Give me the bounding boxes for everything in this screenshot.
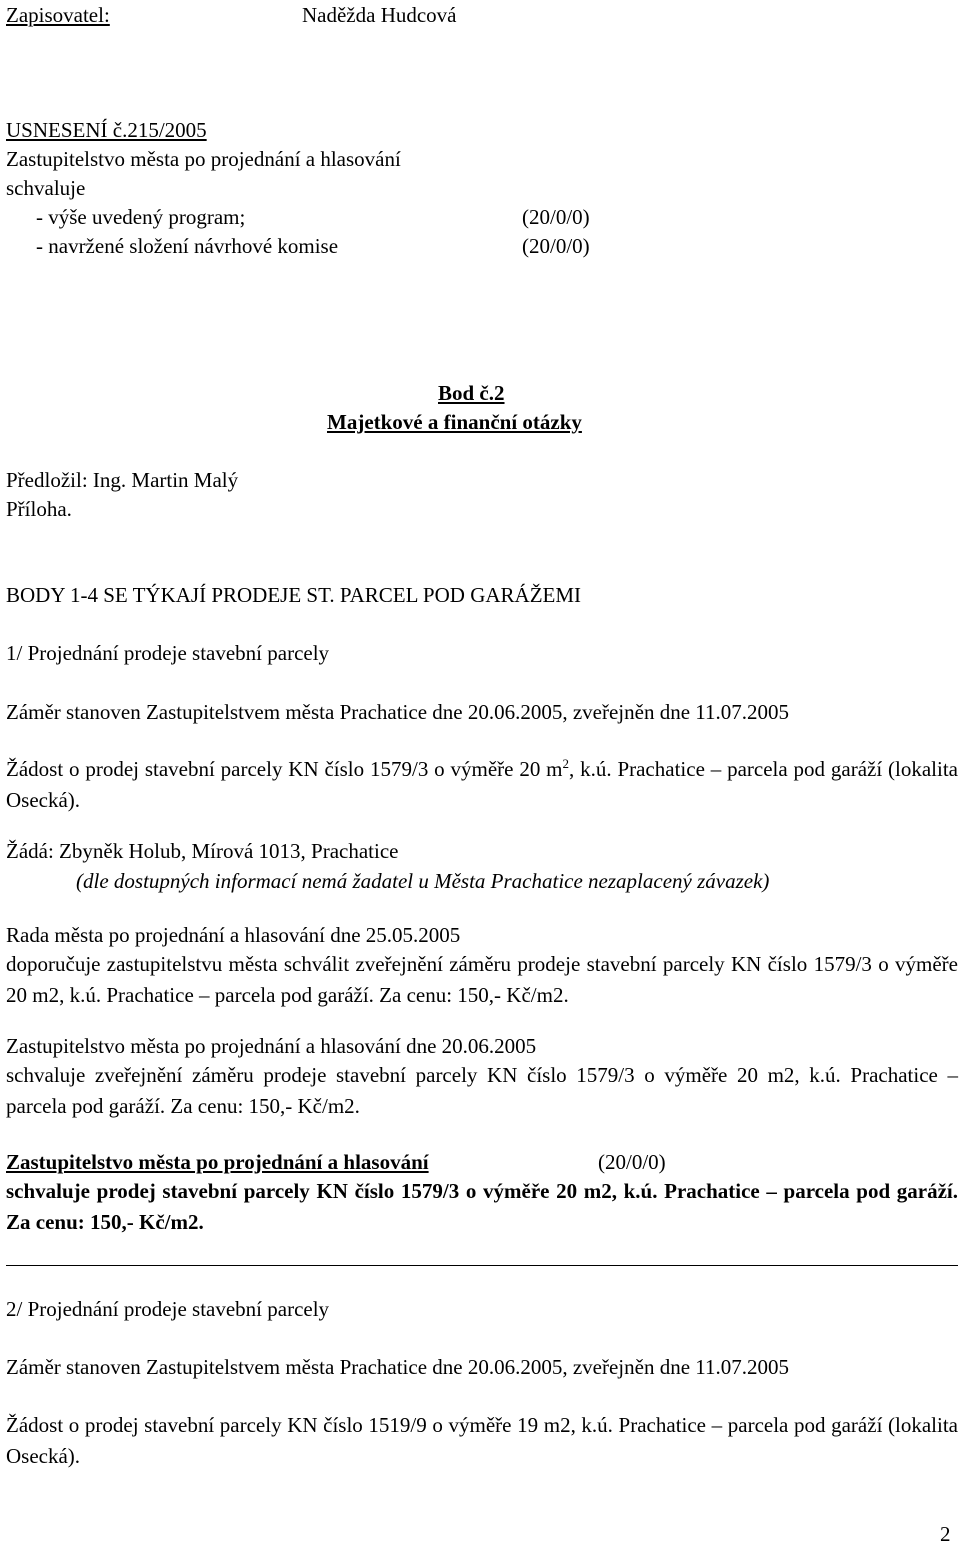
presented-by: Předložil: Ing. Martin Malý <box>6 468 239 492</box>
section-number: Bod č.2 <box>438 381 505 405</box>
section-title: Majetkové a finanční otázky <box>327 410 582 434</box>
point2-heading: 2/ Projednání prodeje stavební parcely <box>6 1297 330 1321</box>
point1-intent: Záměr stanoven Zastupitelstvem města Prachatice dne 20.06.2005, zveřejněn dne 11.07.2005 <box>6 700 789 724</box>
point1-request-text-a: Žádost o prodej stavební parcely KN číslo 1579/3 o výměře 20 m <box>6 757 563 781</box>
recorder-label: Zapisovatel: <box>6 3 110 27</box>
section-divider <box>6 1265 958 1266</box>
resolution-verb: schvaluje <box>6 176 86 200</box>
point1-decision-text: schvaluje prodej stavební parcely KN číslo 1579/3 o výměře 20 m2, k.ú. Prachatice – parcela pod garáží. Za cenu: 150,- Kč/m2. <box>6 1179 958 1234</box>
point1-assembly-text: schvaluje zveřejnění záměru prodeje stavební parcely KN číslo 1579/3 o výměře 20 m2, k.ú. Prachatice – parcela pod garáží. Za cenu: 150,- Kč/m2. <box>6 1063 958 1118</box>
point1-request <box>6 754 958 816</box>
point1-heading: 1/ Projednání prodeje stavební parcely <box>6 641 330 665</box>
point1-applicant-note: (dle dostupných informací nemá žadatel u Města Prachatice nezaplacený závazek) <box>76 869 770 893</box>
resolution-item-program-vote: (20/0/0) <box>522 205 590 229</box>
point1-council-heading: Rada města po projednání a hlasování dne 25.05.2005 <box>6 923 461 947</box>
point1-request-superscript: 2 <box>562 756 569 771</box>
point1-decision-vote: (20/0/0) <box>598 1150 666 1174</box>
point1-council-text: doporučuje zastupitelstvu města schválit zveřejnění záměru prodeje stavební parcely KN číslo 1579/3 o výměře 20 m2, k.ú. Prachatice – parcela pod garáží. Za cenu: 150,- Kč/m2. <box>6 952 958 1007</box>
resolution-item-commission-vote: (20/0/0) <box>522 234 590 258</box>
page-number: 2 <box>940 1522 951 1546</box>
attachment-label: Příloha. <box>6 497 72 521</box>
recorder-name: Naděžda Hudcová <box>302 3 457 27</box>
resolution-intro: Zastupitelstvo města po projednání a hlasování <box>6 147 401 171</box>
resolution-item-commission: - navržené složení návrhové komise <box>36 234 339 258</box>
point1-request-text-b: , k.ú. Prachatice – parcela pod garáží (lokalita Osecká). <box>6 757 958 812</box>
point2-intent: Záměr stanoven Zastupitelstvem města Prachatice dne 20.06.2005, zveřejněn dne 11.07.2005 <box>6 1355 789 1379</box>
point1-assembly-heading: Zastupitelstvo města po projednání a hlasování dne 20.06.2005 <box>6 1034 537 1058</box>
resolution-item-program: - výše uvedený program; <box>36 205 246 229</box>
body-note: BODY 1-4 SE TÝKAJÍ PRODEJE ST. PARCEL POD GARÁŽEMI <box>6 583 582 607</box>
point1-decision-heading: Zastupitelstvo města po projednání a hlasování <box>6 1150 429 1174</box>
point1-applicant: Žádá: Zbyněk Holub, Mírová 1013, Prachatice <box>6 839 399 863</box>
point2-request: Žádost o prodej stavební parcely KN číslo 1519/9 o výměře 19 m2, k.ú. Prachatice – parcela pod garáží (lokalita Osecká). <box>6 1413 958 1468</box>
resolution-title: USNESENÍ č.215/2005 <box>6 118 207 142</box>
